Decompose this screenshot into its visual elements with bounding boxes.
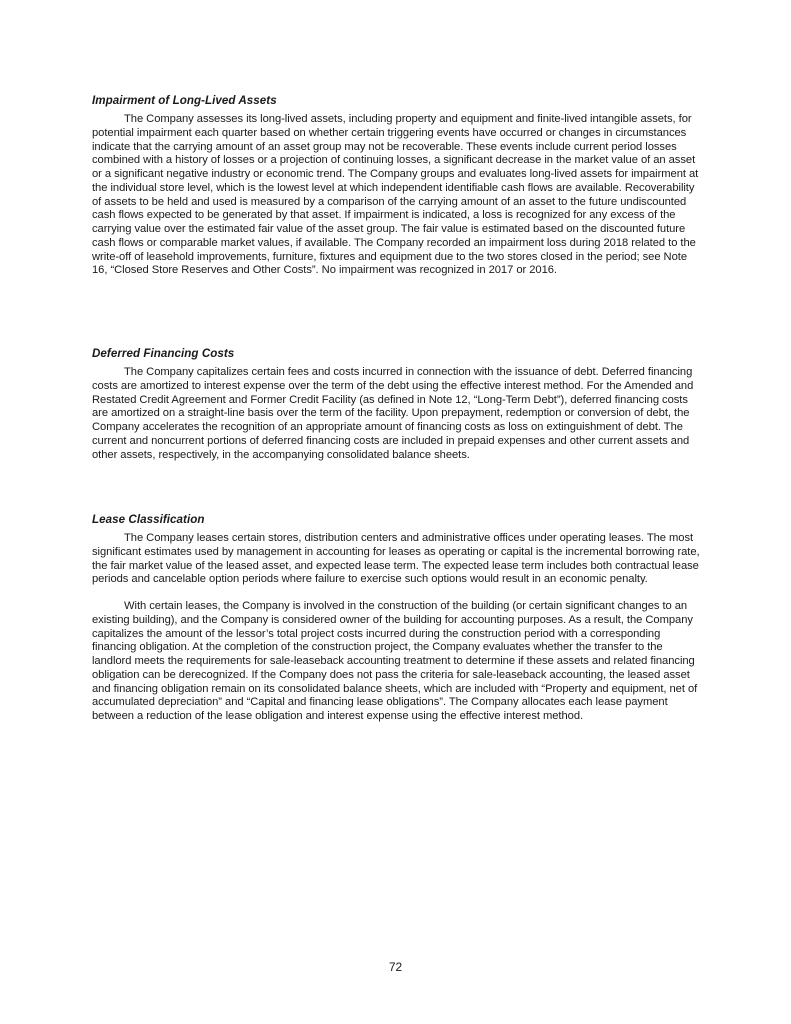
section-paragraph: The Company assesses its long-lived assets, including property and equipment and finite-lived intangible assets, for potential impairment each quarter based on whether certain triggering events have occurred or changes in circumstances indicate that the carrying amount of an asset group may not be recoverable. These events include current period losses combined with a history of losses or a projection of continuing losses, a significant decrease in the market value of an asset or a significant negative industry or economic trend. The Company groups and evaluates long-lived assets for impairment at the individual store level, which is the lowest level at which independent identifiable cash flows are available. Recoverability of assets to be held and used is measured by a comparison of the carrying amount of an asset to the future undiscounted cash flows expected to be generated by that asset. If impairment is indicated, a loss is recognized for any excess of the carrying value over the estimated fair value of the asset group. The fair value is estimated based on the discounted future cash flows or comparable market values, if available. The Company recorded an impairment loss during 2018 related to the write-off of leasehold improvements, furniture, fixtures and equipment due to the two stores closed in the period; see Note 16, “Closed Store Reserves and Other Costs”. No impairment was recognized in 2017 or 2016.	[92, 113, 699, 277]
section-paragraph: The Company capitalizes certain fees and costs incurred in connection with the issuance of debt. Deferred financing costs are amortized to interest expense over the term of the debt using the effective interest method. For the Amended and Restated Credit Agreement and Former Credit Facility (as defined in Note 12, “Long-Term Debt”), deferred financing costs are amortized on a straight-line basis over the term of the facility. Upon prepayment, redemption or conversion of debt, the Company accelerates the recognition of an appropriate amount of financing costs as loss on extinguishment of debt. The current and noncurrent portions of deferred financing costs are included in prepaid expenses and other current assets and other assets, respectively, in the accompanying consolidated balance sheets.	[92, 366, 694, 461]
section-paragraph: The Company leases certain stores, distribution centers and administrative offices under operating leases. The most significant estimates used by management in accounting for leases as operating or capital is the incremental borrowing rate, the fair market value of the leased asset, and expected lease term. The expected lease term includes both contractual lease periods and cancelable option periods where failure to exercise such options would result in an economic penalty.	[92, 532, 700, 586]
section-heading: Impairment of Long-Lived Assets	[92, 94, 277, 107]
section-deferred-financing-costs	[92, 347, 704, 462]
section-heading: Lease Classification	[92, 513, 205, 526]
section-heading: Deferred Financing Costs	[92, 347, 235, 360]
section-lease-classification	[92, 513, 704, 724]
page-number: 72	[388, 960, 403, 974]
section-impairment-of-long-lived-assets	[92, 94, 704, 278]
section-paragraph: With certain leases, the Company is involved in the construction of the building (or certain significant changes to an existing building), and the Company is considered owner of the building for accounting purposes. As a result, the Company capitalizes the amount of the lessor’s total project costs incurred during the construction period with a corresponding financing obligation. At the completion of the construction project, the Company evaluates whether the transfer to the landlord meets the requirements for sale-leaseback accounting treatment to determine if these assets and related financing obligation can be derecognized. If the Company does not pass the criteria for sale-leaseback accounting, the leased asset and financing obligation remain on its consolidated balance sheets, which are included with “Property and equipment, net of accumulated depreciation” and “Capital and financing lease obligations”. The Company allocates each lease payment between a reduction of the lease obligation and interest expense using the effective interest method.	[92, 600, 698, 722]
